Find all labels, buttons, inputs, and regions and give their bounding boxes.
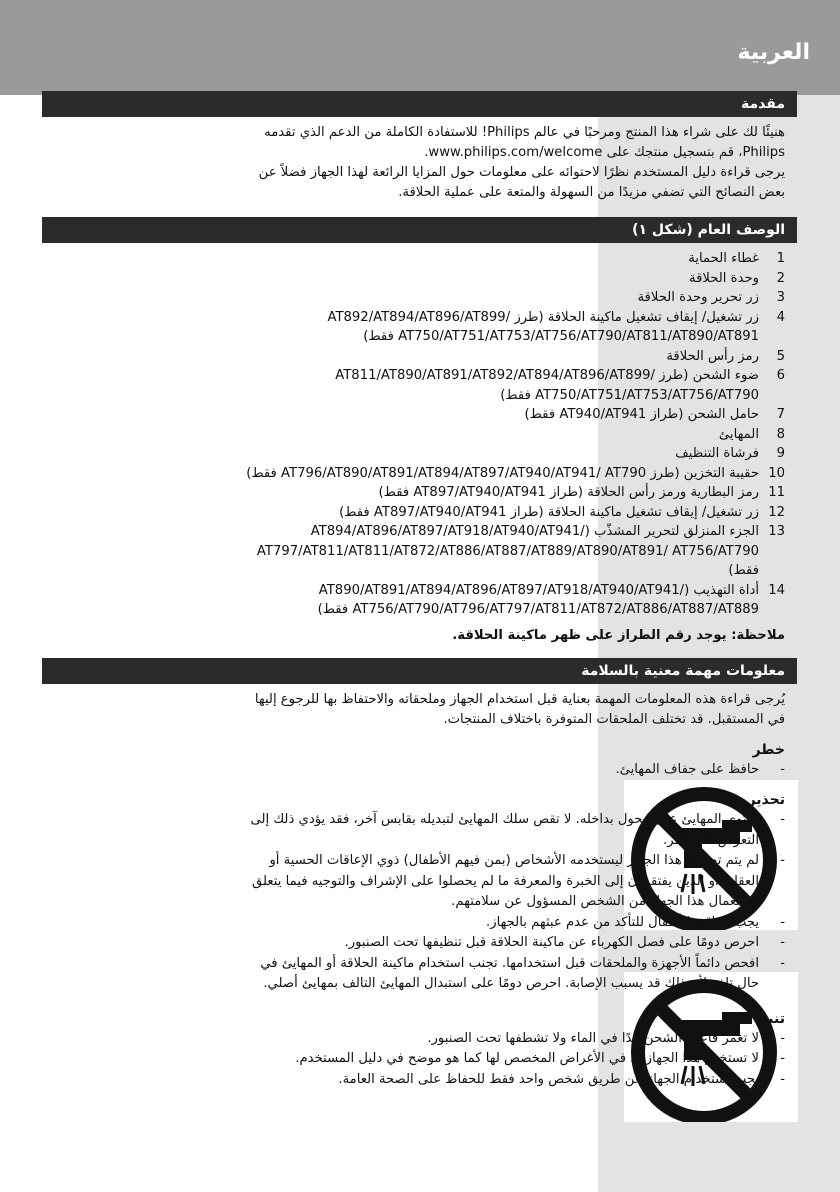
safety-intro: يُرجى قراءة هذه المعلومات المهمة بعناية قبل استخدام الجهاز وملحقاته والاحتفاظ بها للرجوع إليها في المستقبل. قد تختلف الملحقات المتوفرة باختلاف المنتجات. [254, 691, 785, 727]
item-text: زر تشغيل/ إيقاف تشغيل ماكينة الحلاقة (طراز AT897/AT940/AT941 فقط) [339, 504, 759, 520]
intro-paragraph-2: يرجى قراءة دليل المستخدم نظرًا لاحتوائه على معلومات حول المزايا الرائعة لهذا الجهاز فضلاً عن بعض النصائح التي تضفي مزيدًا من السهولة والمتعة على عملية الحلاقة. [258, 165, 785, 200]
main-content [42, 91, 797, 1090]
danger-bullet [42, 760, 797, 781]
bullet-text: لا تغمر قاعدة الشحن أبدًا في الماء ولا تشطفها تحت الصنبور. [427, 1030, 759, 1046]
list-item [237, 522, 785, 581]
language-label: العربية [737, 40, 810, 65]
bullet-text: يجب استخدام الجهاز عن طريق شخص واحد فقط للحفاظ على الصحة العامة. [338, 1071, 759, 1087]
top-banner [0, 0, 840, 95]
model-note: ملاحظة: يوجد رقم الطراز على ظهر ماكينة الحلاقة. [452, 627, 785, 643]
item-number: 1 [776, 251, 785, 266]
danger-title: خطر [752, 741, 785, 758]
bullet-dash: - [780, 1071, 785, 1087]
item-number: 13 [768, 524, 785, 539]
bullet-dash: - [780, 1030, 785, 1046]
item-number: 12 [768, 504, 785, 520]
item-number: 7 [776, 407, 785, 422]
list-item [237, 444, 785, 464]
item-text: حامل الشحن (طراز AT940/AT941 فقط) [524, 407, 759, 422]
item-number: 3 [776, 290, 785, 305]
caution-bullet [42, 1049, 797, 1070]
item-text: حقيبة التخزين (طرز AT796/AT890/AT891/AT894/AT897/AT940/AT941/ AT790 فقط) [246, 465, 759, 481]
item-number: 8 [776, 426, 785, 442]
item-number: 10 [768, 465, 785, 481]
list-item [237, 503, 785, 523]
list-item [237, 581, 785, 620]
item-text: زر تحرير وحدة الحلاقة [637, 290, 759, 305]
list-item [237, 249, 785, 269]
item-number: 9 [776, 446, 785, 461]
item-number: 4 [776, 309, 785, 325]
item-number: 14 [768, 582, 785, 598]
item-text: أداة التهذيب (AT890/AT891/AT894/AT896/AT897/AT918/AT940/AT941/ AT756/AT790/AT796/AT797/AT811/AT872/AT886/AT887/AT889 فقط) [317, 582, 759, 617]
bullet-text: يجب مراقبة الأطفال للتأكد من عدم عبثهم بالجهاز. [486, 914, 759, 930]
list-item [237, 308, 785, 347]
caution-bullet [42, 1070, 797, 1091]
item-text: وحدة الحلاقة [689, 270, 759, 286]
bullet-dash: - [780, 812, 785, 827]
item-text: فرشاة التنظيف [675, 446, 759, 461]
bullet-text: لم يتم تصميم هذا الجهاز ليستخدمه الأشخاص (بمن فيهم الأطفال) ذوي الإعاقات الحسية أو العقلية أو الذين يفتقرون إلى الخبرة والمعرفة ما لم يحصلوا على الإشراف والتوجيه فيما يتعلق باستعمال هذا الجهاز من الشخص المسؤول عن سلامتهم. [252, 853, 759, 909]
list-item [237, 269, 785, 289]
bullet-text: احرص دومًا على فصل الكهرباء عن ماكينة الحلاقة قبل تنظيفها تحت الصنبور. [344, 935, 759, 950]
caution-title: تنبيه [754, 1010, 785, 1027]
section-header-safety: معلومات مهمة معنية بالسلامة [42, 658, 797, 684]
item-text: غطاء الحماية [688, 251, 759, 266]
list-item [237, 288, 785, 308]
item-text: زر تشغيل/ إيقاف تشغيل ماكينة الحلاقة (طرز AT892/AT894/AT896/AT899/ AT750/AT751/AT753/AT756/AT790/AT811/AT890/AT891 فقط) [327, 309, 759, 344]
list-item [237, 366, 785, 405]
warning-title: تحذير [747, 792, 785, 808]
intro-paragraph-1: هنيئًا لك على شراء هذا المنتج ومرحبًا في عالم Philips! للاستفادة الكاملة من الدعم الذي تقدمه Philips، قم بتسجيل منتجك على www.philips.com/welcome. [264, 125, 785, 160]
section-header-introduction: مقدمة [42, 91, 797, 117]
list-item [237, 405, 785, 425]
list-item [237, 425, 785, 445]
item-text: رمز رأس الحلاقة [666, 348, 759, 364]
item-number: 5 [776, 348, 785, 364]
bullet-dash: - [780, 1051, 785, 1066]
warning-bullet [42, 810, 797, 851]
bullet-dash: - [780, 853, 785, 868]
bullet-dash: - [780, 761, 785, 777]
item-number: 11 [768, 485, 785, 500]
warning-bullet [42, 954, 797, 995]
caution-bullet [42, 1029, 797, 1050]
warning-bullet [42, 851, 797, 913]
item-text: رمز البطارية ورمز رأس الحلاقة (طراز AT897/AT940/AT941 فقط) [378, 485, 759, 500]
item-text: المهايئ [718, 426, 759, 442]
bullet-dash: - [780, 935, 785, 950]
item-text: الجزء المنزلق لتحرير المشذّب (AT894/AT896/AT897/AT918/AT940/AT941/ AT797/AT811/AT811/AT872/AT886/AT887/AT889/AT890/AT891/ AT756/AT790 فقط) [256, 524, 759, 578]
item-number: 2 [776, 270, 785, 286]
bullet-text: افحص دائماً الأجهزة والملحقات قبل استخدامها. تجنب استخدام ماكينة الحلاقة أو المهايئ في حال تلفه لأن ذلك قد يسبب الإصابة. احرص دومًا على استبدال المهايئ التالف بمهايئ أصلي. [260, 955, 759, 991]
list-item [237, 347, 785, 367]
warning-bullet [42, 933, 797, 954]
bullet-text: حافظ على جفاف المهايئ. [615, 761, 759, 777]
bullet-dash: - [780, 914, 785, 930]
list-item [237, 464, 785, 484]
bullet-text: يحتوي المهايئ على محول بداخله. لا تقص سلك المهايئ لتبديله بقابس آخر، فقد يؤدي ذلك إلى التعرض للمخاطر. [250, 812, 759, 848]
section-header-overview: الوصف العام (شكل ١) [42, 217, 797, 243]
bullet-dash: - [780, 955, 785, 971]
bullet-text: لا تستخدم هذا الجهاز إلا في الأغراض المخصص لها كما هو موضح في دليل المستخدم. [295, 1051, 759, 1066]
list-item [237, 483, 785, 503]
item-text: ضوء الشحن (طرز AT811/AT890/AT891/AT892/AT894/AT896/AT899/ AT750/AT751/AT753/AT756/AT790 فقط) [335, 368, 759, 403]
parts-list [42, 249, 797, 620]
warning-bullet [42, 913, 797, 934]
item-number: 6 [776, 368, 785, 383]
